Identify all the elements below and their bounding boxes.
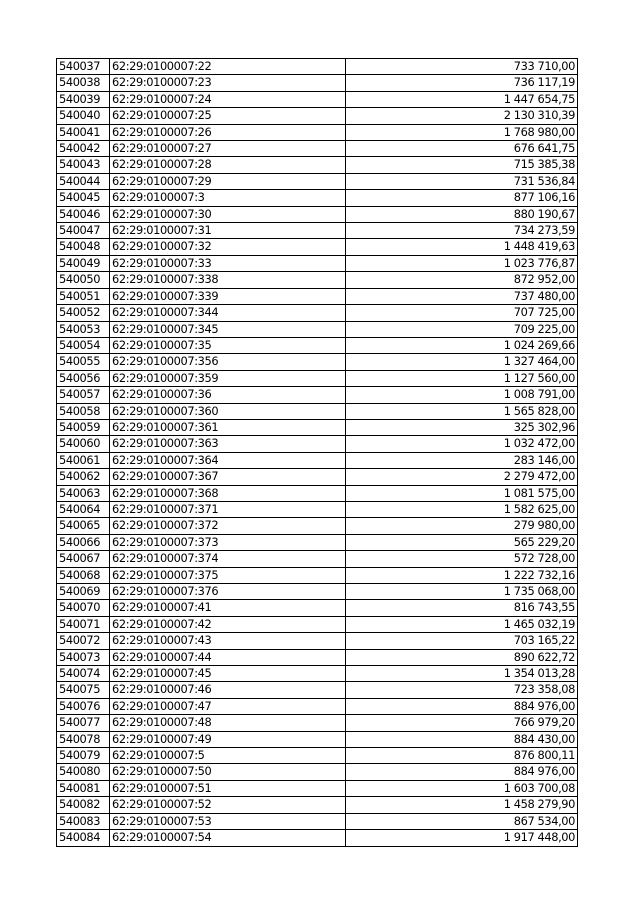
cadastral-value-cell: 766 979,20 [346,715,578,731]
table-row [57,255,578,271]
row-id-cell: 540079 [57,748,110,764]
cadastral-number-cell: 62:29:0100007:48 [110,715,346,731]
table-row [57,190,578,206]
cadastral-number-cell: 62:29:0100007:53 [110,813,346,829]
row-id-cell: 540053 [57,321,110,337]
table-row [57,830,578,846]
cadastral-value-cell: 737 480,00 [346,288,578,304]
cadastral-number-cell: 62:29:0100007:52 [110,797,346,813]
cadastral-number-cell: 62:29:0100007:3 [110,190,346,206]
row-id-cell: 540080 [57,764,110,780]
cadastral-value-cell: 1 448 419,63 [346,239,578,255]
table-row [57,518,578,534]
cadastral-value-cell: 283 146,00 [346,452,578,468]
cadastral-number-cell: 62:29:0100007:36 [110,387,346,403]
cadastral-value-cell: 565 229,20 [346,534,578,550]
cadastral-number-cell: 62:29:0100007:345 [110,321,346,337]
cadastral-value-cell: 1 603 700,08 [346,780,578,796]
table-row [57,780,578,796]
table-row [57,715,578,731]
cadastral-value-cell: 1 735 068,00 [346,584,578,600]
row-id-cell: 540073 [57,649,110,665]
table-row [57,551,578,567]
row-id-cell: 540041 [57,124,110,140]
cadastral-value-cell: 723 358,08 [346,682,578,698]
row-id-cell: 540068 [57,567,110,583]
row-id-cell: 540050 [57,272,110,288]
cadastral-value-cell: 279 980,00 [346,518,578,534]
table-row [57,141,578,157]
cadastral-value-cell: 1 447 654,75 [346,91,578,107]
cadastral-value-cell: 1 768 980,00 [346,124,578,140]
table-row [57,370,578,386]
cadastral-value-cell: 1 008 791,00 [346,387,578,403]
table-row [57,436,578,452]
row-id-cell: 540055 [57,354,110,370]
cadastral-number-cell: 62:29:0100007:49 [110,731,346,747]
row-id-cell: 540067 [57,551,110,567]
table-row [57,682,578,698]
table-row [57,305,578,321]
cadastral-number-cell: 62:29:0100007:368 [110,485,346,501]
cadastral-value-cell: 1 032 472,00 [346,436,578,452]
table-row [57,485,578,501]
cadastral-number-cell: 62:29:0100007:5 [110,748,346,764]
row-id-cell: 540070 [57,600,110,616]
cadastral-number-cell: 62:29:0100007:23 [110,75,346,91]
cadastral-value-cell: 1 465 032,19 [346,616,578,632]
cadastral-number-cell: 62:29:0100007:24 [110,91,346,107]
cadastral-number-cell: 62:29:0100007:22 [110,59,346,75]
row-id-cell: 540074 [57,666,110,682]
table-row [57,534,578,550]
cadastral-value-cell: 709 225,00 [346,321,578,337]
cadastral-value-cell: 1 917 448,00 [346,830,578,846]
cadastral-value-cell: 736 117,19 [346,75,578,91]
row-id-cell: 540042 [57,141,110,157]
cadastral-value-cell: 1 565 828,00 [346,403,578,419]
row-id-cell: 540071 [57,616,110,632]
cadastral-number-cell: 62:29:0100007:29 [110,173,346,189]
table-body [57,59,578,847]
table-row [57,59,578,75]
table-row [57,387,578,403]
cadastral-number-cell: 62:29:0100007:42 [110,616,346,632]
cadastral-value-cell: 1 354 013,28 [346,666,578,682]
cadastral-number-cell: 62:29:0100007:44 [110,649,346,665]
cadastral-number-cell: 62:29:0100007:344 [110,305,346,321]
cadastral-value-table [56,58,578,847]
row-id-cell: 540056 [57,370,110,386]
cadastral-number-cell: 62:29:0100007:41 [110,600,346,616]
cadastral-number-cell: 62:29:0100007:43 [110,633,346,649]
cadastral-value-cell: 572 728,00 [346,551,578,567]
table-row [57,91,578,107]
cadastral-number-cell: 62:29:0100007:374 [110,551,346,567]
cadastral-value-cell: 816 743,55 [346,600,578,616]
table-row [57,633,578,649]
table-row [57,403,578,419]
cadastral-value-cell: 676 641,75 [346,141,578,157]
cadastral-number-cell: 62:29:0100007:373 [110,534,346,550]
row-id-cell: 540052 [57,305,110,321]
table-row [57,173,578,189]
row-id-cell: 540040 [57,108,110,124]
cadastral-number-cell: 62:29:0100007:375 [110,567,346,583]
row-id-cell: 540049 [57,255,110,271]
row-id-cell: 540051 [57,288,110,304]
cadastral-value-cell: 884 976,00 [346,764,578,780]
row-id-cell: 540061 [57,452,110,468]
table-row [57,452,578,468]
cadastral-number-cell: 62:29:0100007:35 [110,337,346,353]
row-id-cell: 540064 [57,501,110,517]
cadastral-value-cell: 325 302,96 [346,419,578,435]
cadastral-number-cell: 62:29:0100007:50 [110,764,346,780]
table-row [57,698,578,714]
table-row [57,649,578,665]
row-id-cell: 540058 [57,403,110,419]
cadastral-value-cell: 1 582 625,00 [346,501,578,517]
table-row [57,108,578,124]
row-id-cell: 540043 [57,157,110,173]
cadastral-value-cell: 2 130 310,39 [346,108,578,124]
cadastral-value-cell: 884 976,00 [346,698,578,714]
cadastral-value-cell: 1 327 464,00 [346,354,578,370]
table-row [57,321,578,337]
table-row [57,124,578,140]
cadastral-value-cell: 1 081 575,00 [346,485,578,501]
cadastral-number-cell: 62:29:0100007:339 [110,288,346,304]
cadastral-value-cell: 867 534,00 [346,813,578,829]
row-id-cell: 540045 [57,190,110,206]
row-id-cell: 540063 [57,485,110,501]
row-id-cell: 540078 [57,731,110,747]
row-id-cell: 540069 [57,584,110,600]
cadastral-number-cell: 62:29:0100007:356 [110,354,346,370]
cadastral-number-cell: 62:29:0100007:372 [110,518,346,534]
row-id-cell: 540037 [57,59,110,75]
table-row [57,764,578,780]
cadastral-number-cell: 62:29:0100007:54 [110,830,346,846]
cadastral-value-cell: 2 279 472,00 [346,469,578,485]
cadastral-number-cell: 62:29:0100007:27 [110,141,346,157]
row-id-cell: 540062 [57,469,110,485]
cadastral-value-cell: 890 622,72 [346,649,578,665]
row-id-cell: 540057 [57,387,110,403]
cadastral-number-cell: 62:29:0100007:338 [110,272,346,288]
cadastral-number-cell: 62:29:0100007:31 [110,223,346,239]
row-id-cell: 540044 [57,173,110,189]
cadastral-number-cell: 62:29:0100007:361 [110,419,346,435]
table-row [57,223,578,239]
table-row [57,731,578,747]
row-id-cell: 540065 [57,518,110,534]
cadastral-value-cell: 731 536,84 [346,173,578,189]
table-row [57,797,578,813]
table-row [57,157,578,173]
row-id-cell: 540083 [57,813,110,829]
table-row [57,337,578,353]
table-row [57,501,578,517]
cadastral-value-cell: 703 165,22 [346,633,578,649]
row-id-cell: 540039 [57,91,110,107]
cadastral-value-cell: 1 222 732,16 [346,567,578,583]
cadastral-number-cell: 62:29:0100007:33 [110,255,346,271]
table-row [57,469,578,485]
cadastral-number-cell: 62:29:0100007:30 [110,206,346,222]
cadastral-value-cell: 734 273,59 [346,223,578,239]
cadastral-value-cell: 876 800,11 [346,748,578,764]
cadastral-value-cell: 707 725,00 [346,305,578,321]
row-id-cell: 540081 [57,780,110,796]
cadastral-number-cell: 62:29:0100007:32 [110,239,346,255]
cadastral-number-cell: 62:29:0100007:367 [110,469,346,485]
table-row [57,813,578,829]
row-id-cell: 540038 [57,75,110,91]
row-id-cell: 540048 [57,239,110,255]
row-id-cell: 540072 [57,633,110,649]
cadastral-number-cell: 62:29:0100007:51 [110,780,346,796]
row-id-cell: 540075 [57,682,110,698]
cadastral-value-cell: 880 190,67 [346,206,578,222]
cadastral-number-cell: 62:29:0100007:47 [110,698,346,714]
cadastral-value-cell: 884 430,00 [346,731,578,747]
cadastral-value-cell: 1 127 560,00 [346,370,578,386]
table-row [57,288,578,304]
table-row [57,666,578,682]
cadastral-value-cell: 1 024 269,66 [346,337,578,353]
row-id-cell: 540060 [57,436,110,452]
row-id-cell: 540054 [57,337,110,353]
row-id-cell: 540082 [57,797,110,813]
cadastral-value-cell: 733 710,00 [346,59,578,75]
table-row [57,239,578,255]
cadastral-number-cell: 62:29:0100007:364 [110,452,346,468]
row-id-cell: 540059 [57,419,110,435]
cadastral-value-cell: 872 952,00 [346,272,578,288]
cadastral-number-cell: 62:29:0100007:360 [110,403,346,419]
cadastral-number-cell: 62:29:0100007:46 [110,682,346,698]
table-row [57,567,578,583]
row-id-cell: 540077 [57,715,110,731]
cadastral-number-cell: 62:29:0100007:26 [110,124,346,140]
cadastral-number-cell: 62:29:0100007:371 [110,501,346,517]
cadastral-number-cell: 62:29:0100007:28 [110,157,346,173]
row-id-cell: 540066 [57,534,110,550]
table-row [57,748,578,764]
cadastral-number-cell: 62:29:0100007:25 [110,108,346,124]
cadastral-value-cell: 715 385,38 [346,157,578,173]
table-row [57,75,578,91]
table-row [57,616,578,632]
row-id-cell: 540047 [57,223,110,239]
cadastral-number-cell: 62:29:0100007:376 [110,584,346,600]
cadastral-number-cell: 62:29:0100007:45 [110,666,346,682]
cadastral-number-cell: 62:29:0100007:363 [110,436,346,452]
table-row [57,354,578,370]
row-id-cell: 540076 [57,698,110,714]
row-id-cell: 540084 [57,830,110,846]
cadastral-number-cell: 62:29:0100007:359 [110,370,346,386]
table-row [57,584,578,600]
cadastral-value-cell: 877 106,16 [346,190,578,206]
table-row [57,419,578,435]
table-row [57,272,578,288]
table-row [57,600,578,616]
table-row [57,206,578,222]
row-id-cell: 540046 [57,206,110,222]
cadastral-value-cell: 1 023 776,87 [346,255,578,271]
cadastral-value-cell: 1 458 279,90 [346,797,578,813]
